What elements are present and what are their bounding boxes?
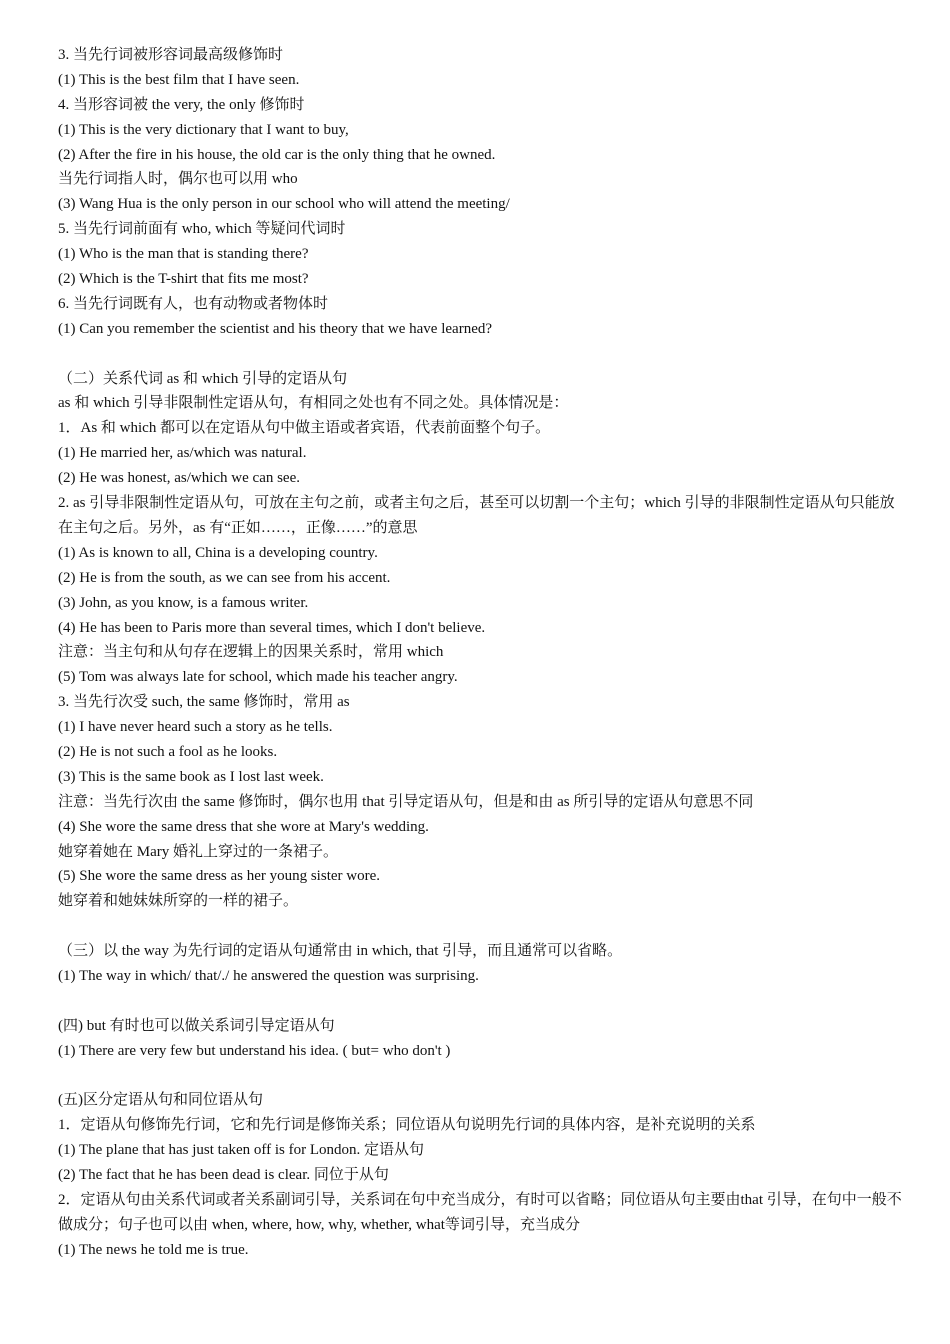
blank-line [58,989,908,1014]
text-line: as 和 which 引导非限制性定语从句，有相同之处也有不同之处。具体情况是： [58,395,569,412]
document-page [58,43,908,1263]
text-line: (1) The way in which/ that/./ he answered the question was surprising. [58,967,479,984]
section-heading: (五)区分定语从句和同位语从句 [58,1092,263,1109]
text-line: (2) He is not such a fool as he looks. [58,743,278,760]
text-line: (2) He is from the south, as we can see from his accent. [58,569,391,586]
text-paragraph: 2. as 引导非限制性定语从句，可放在主句之前，或者主句之后，甚至可以切割一个主句；which 引导的非限制性定语从句只能放在主句之后。另外，as 有“正如……，正像……”的意思 [58,495,895,536]
text-line: (1) As is known to all, China is a developing country. [58,544,378,561]
text-line: (5) She wore the same dress as her young sister wore. [58,868,380,885]
text-line: (2) The fact that he has been dead is clear. 同位于从句 [58,1167,389,1184]
text-line: 1．As 和 which 都可以在定语从句中做主语或者宾语，代表前面整个句子。 [58,420,551,437]
section-heading: （三）以 the way 为先行词的定语从句通常由 in which, that 引导，而且通常可以省略。 [58,943,623,960]
text-paragraph: 2．定语从句由关系代词或者关系副词引导，关系词在句中充当成分，有时可以省略；同位语从句主要由that 引导，在句中一般不做成分；句子也可以由 when, where, how, why, whether, what等词引导，充当成分 [58,1192,902,1233]
section-heading: （二）关系代词 as 和 which 引导的定语从句 [58,370,348,387]
blank-line [58,342,908,367]
text-line: (1) I have never heard such a story as he tells. [58,719,333,736]
text-line: (1) Who is the man that is standing there? [58,246,309,263]
text-line: 6. 当先行词既有人，也有动物或者物体时 [58,295,329,312]
text-line: (1) This is the very dictionary that I want to buy, [58,121,349,138]
text-line: 注意：当先行次由 the same 修饰时，偶尔也用 that 引导定语从句，但是和由 as 所引导的定语从句意思不同 [58,793,754,810]
text-line: (1) The news he told me is true. [58,1241,249,1258]
text-line: (1) The plane that has just taken off is for London. 定语从句 [58,1142,425,1159]
text-line: (4) She wore the same dress that she wore at Mary's wedding. [58,818,429,835]
section-heading: (四) but 有时也可以做关系词引导定语从句 [58,1017,335,1034]
text-line: (1) There are very few but understand his idea. ( but= who don't ) [58,1042,451,1059]
text-line: 注意：当主句和从句存在逻辑上的因果关系时，常用 which [58,644,444,661]
text-line: 1．定语从句修饰先行词，它和先行词是修饰关系；同位语从句说明先行词的具体内容，是补充说明的关系 [58,1117,756,1134]
text-line: (1) This is the best film that I have seen. [58,71,300,88]
text-line: (2) Which is the T-shirt that fits me most? [58,271,309,288]
text-line: (1) Can you remember the scientist and his theory that we have learned? [58,320,493,337]
text-line: (1) He married her, as/which was natural. [58,445,307,462]
text-line: (3) This is the same book as I lost last week. [58,768,324,785]
text-line: (5) Tom was always late for school, which made his teacher angry. [58,669,458,686]
text-line: 3. 当先行词被形容词最高级修饰时 [58,47,284,63]
text-line: (2) He was honest, as/which we can see. [58,470,300,487]
text-line: 她穿着和她妹妹所穿的一样的裙子。 [58,893,299,910]
text-line: 5. 当先行词前面有 who, which 等疑问代词时 [58,221,346,238]
text-line: (4) He has been to Paris more than several times, which I don't believe. [58,619,486,636]
text-line: 当先行词指人时，偶尔也可以用 who [58,171,298,188]
blank-line [58,914,908,939]
text-line: (3) Wang Hua is the only person in our school who will attend the meeting/ [58,196,510,213]
text-line: (2) After the fire in his house, the old car is the only thing that he owned. [58,146,496,163]
text-line: 4. 当形容词被 the very, the only 修饰时 [58,96,305,113]
text-line: 她穿着她在 Mary 婚礼上穿过的一条裙子。 [58,843,338,860]
text-line: (3) John, as you know, is a famous writer. [58,594,309,611]
text-line: 3. 当先行次受 such, the same 修饰时，常用 as [58,694,350,711]
blank-line [58,1064,908,1089]
